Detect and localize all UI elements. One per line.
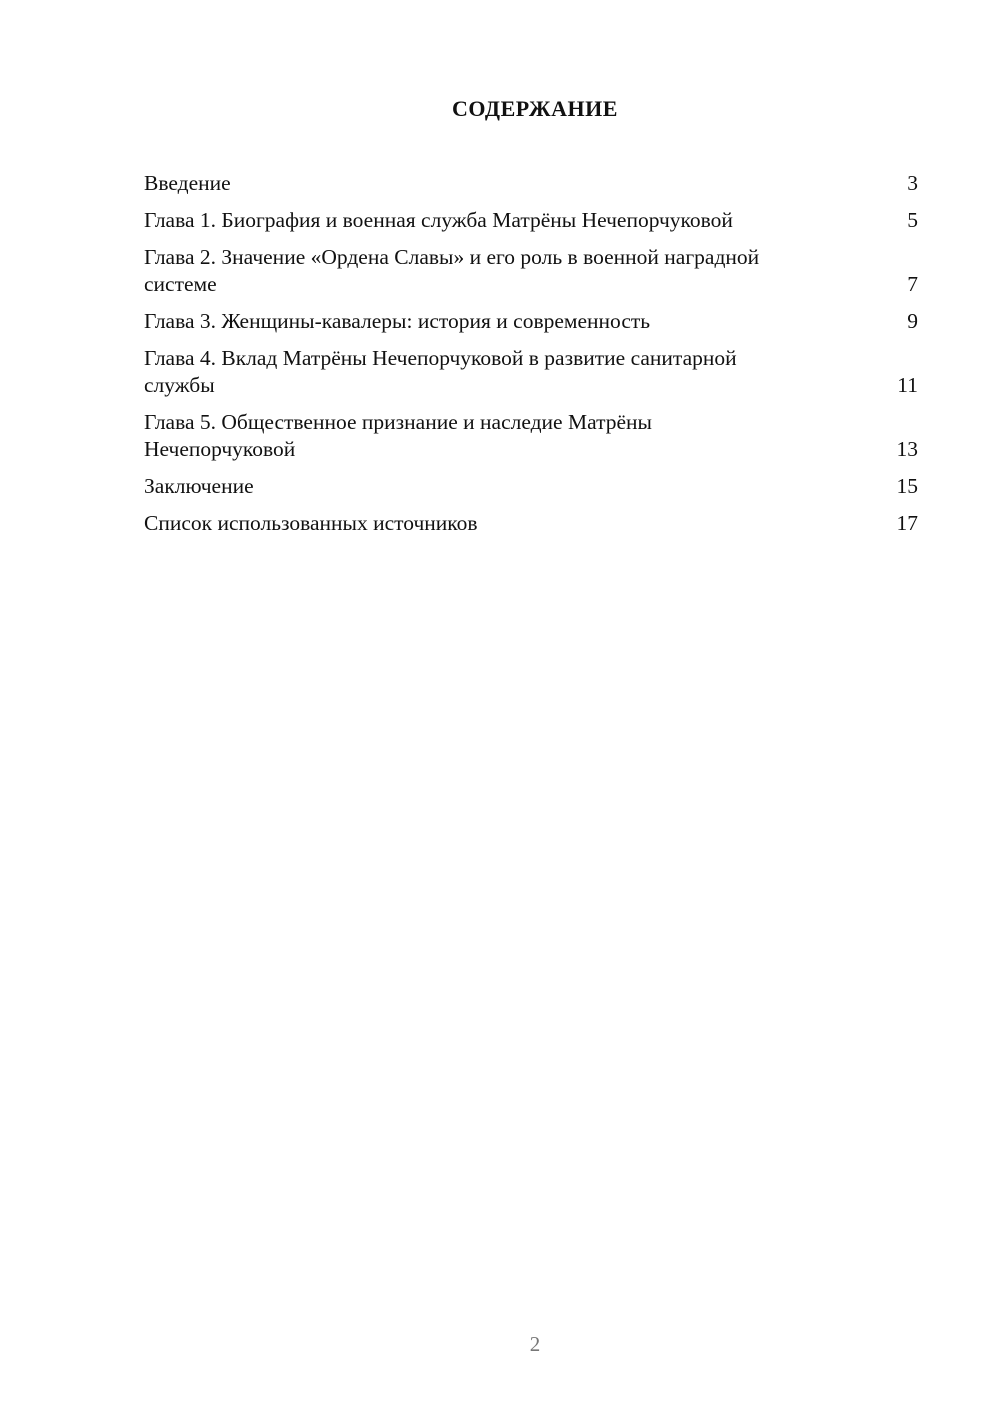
toc-item-title: Список использованных источников	[144, 511, 478, 535]
toc-item-page: 9	[907, 309, 918, 333]
toc-item-references	[144, 510, 918, 537]
table-of-contents	[144, 170, 918, 547]
toc-heading: СОДЕРЖАНИЕ	[452, 96, 618, 121]
toc-item-page: 11	[897, 373, 918, 397]
toc-item-chapter-1	[144, 207, 918, 234]
toc-item-introduction	[144, 170, 918, 197]
toc-item-title: Глава 5. Общественное признание и наследие Матрёны Нечепорчуковой	[144, 410, 652, 461]
toc-item-title: Введение	[144, 171, 231, 195]
toc-item-page: 7	[907, 272, 918, 296]
toc-item-title: Глава 4. Вклад Матрёны Нечепорчуковой в развитие санитарной службы	[144, 346, 737, 397]
toc-item-chapter-4	[144, 345, 918, 399]
toc-item-title: Глава 1. Биография и военная служба Матрёны Нечепорчуковой	[144, 208, 733, 232]
toc-item-page: 5	[907, 208, 918, 232]
toc-item-page: 3	[907, 171, 918, 195]
toc-item-title: Глава 3. Женщины-кавалеры: история и современность	[144, 309, 651, 333]
toc-item-page: 15	[896, 474, 918, 498]
page-number: 2	[529, 1332, 541, 1356]
toc-item-page: 17	[896, 511, 918, 535]
toc-item-page: 13	[896, 437, 918, 461]
toc-item-chapter-2	[144, 244, 918, 298]
toc-item-chapter-3	[144, 308, 918, 335]
toc-item-title: Заключение	[144, 474, 254, 498]
toc-item-title: Глава 2. Значение «Ордена Славы» и его роль в военной наградной системе	[144, 245, 760, 296]
toc-item-chapter-5	[144, 409, 918, 463]
toc-item-conclusion	[144, 473, 918, 500]
